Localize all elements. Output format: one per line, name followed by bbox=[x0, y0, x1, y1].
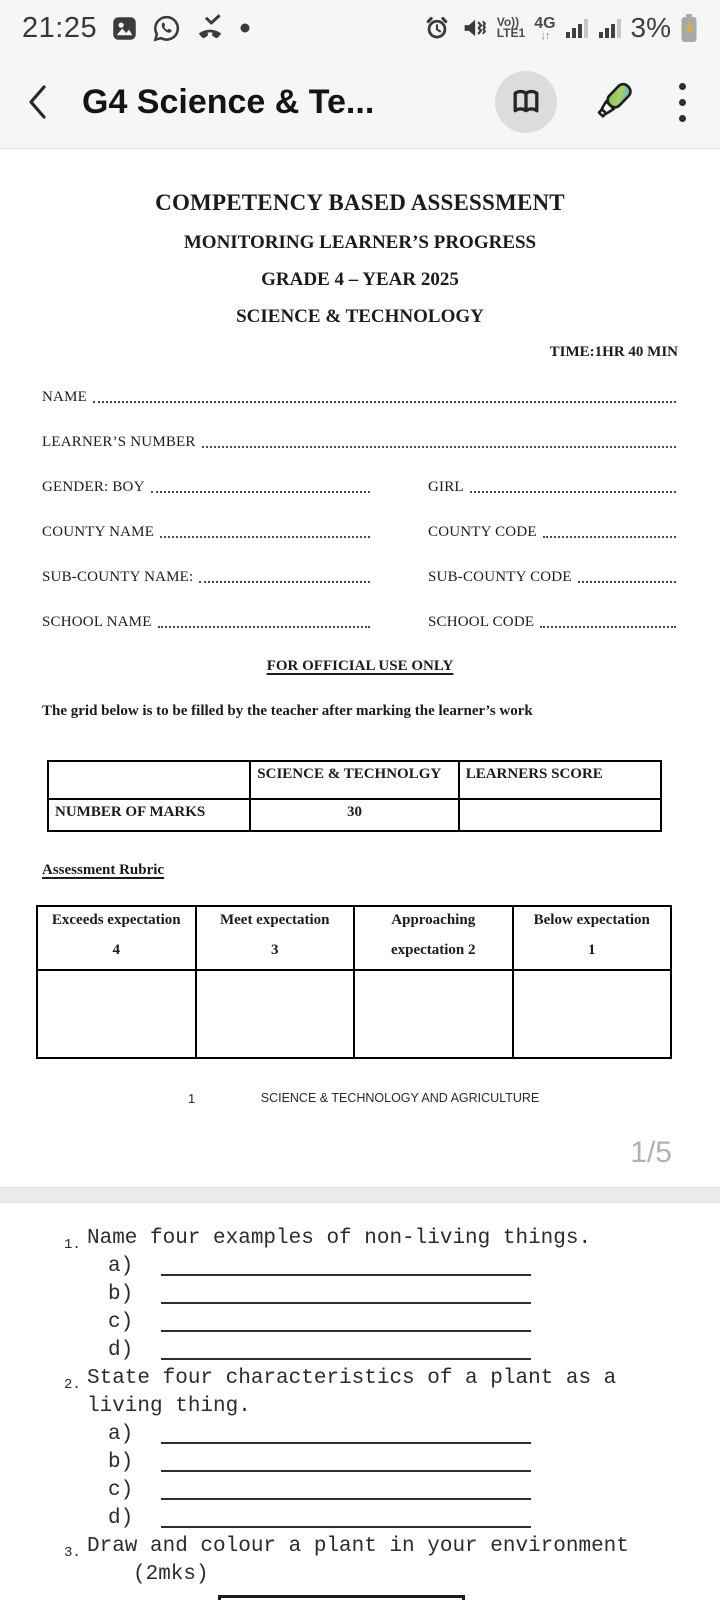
marks-header-empty bbox=[48, 761, 250, 799]
rubric-col-approaching: Approaching expectation 2 bbox=[354, 906, 513, 970]
annotate-pen-button[interactable] bbox=[587, 76, 639, 128]
question-3-number: 3. bbox=[64, 1545, 81, 1561]
answer-blank: c) bbox=[0, 1477, 720, 1505]
field-name: NAME bbox=[42, 389, 678, 406]
status-bar bbox=[0, 0, 720, 56]
volte-indicator: Vo)) LTE1 bbox=[496, 15, 526, 40]
question-2-text: State four characteristics of a plant as a living thing. bbox=[87, 1367, 617, 1418]
question-3-marks: (2mks) bbox=[133, 1563, 209, 1586]
marks-row-score-cell bbox=[459, 799, 661, 831]
marks-header-score: LEARNERS SCORE bbox=[459, 761, 661, 799]
rubric-table bbox=[36, 905, 672, 1059]
exam-subtitle-grade: GRADE 4 – YEAR 2025 bbox=[261, 269, 459, 290]
footer-subject: SCIENCE & TECHNOLOGY AND AGRICULTURE bbox=[260, 1091, 540, 1105]
question-3-text: Draw and colour a plant in your environment bbox=[87, 1535, 629, 1558]
marks-row-total: 30 bbox=[250, 799, 458, 831]
question-3 bbox=[0, 1533, 720, 1561]
question-1 bbox=[0, 1225, 720, 1253]
answer-line bbox=[161, 1526, 531, 1528]
kebab-dot bbox=[679, 83, 686, 90]
field-gender: GENDER: BOY GIRL bbox=[42, 479, 678, 496]
dotted-line bbox=[160, 536, 370, 538]
dotted-line bbox=[158, 626, 370, 628]
field-school: SCHOOL NAME SCHOOL CODE bbox=[42, 614, 678, 631]
field-subcounty: SUB-COUNTY NAME: SUB-COUNTY CODE bbox=[42, 569, 678, 586]
answer-blank: b) bbox=[0, 1449, 720, 1477]
rubric-empty-cell bbox=[196, 970, 355, 1058]
dotted-line bbox=[543, 536, 676, 538]
question-1-text: Name four examples of non-living things. bbox=[87, 1227, 592, 1250]
kebab-dot bbox=[679, 115, 686, 122]
notification-dot-icon bbox=[239, 22, 251, 34]
answer-blank: a) bbox=[0, 1421, 720, 1449]
dotted-line bbox=[578, 581, 676, 583]
kebab-dot bbox=[679, 99, 686, 106]
battery-percent: 3% bbox=[630, 12, 671, 43]
document-title: G4 Science & Te... bbox=[82, 82, 375, 121]
more-options-button[interactable] bbox=[669, 77, 696, 128]
network-4g-indicator: 4G ↓↑ bbox=[534, 14, 556, 42]
exam-subtitle-progress: MONITORING LEARNER’S PROGRESS bbox=[183, 232, 537, 253]
answer-line bbox=[161, 1358, 531, 1360]
reader-mode-button[interactable] bbox=[495, 71, 557, 133]
dotted-line bbox=[151, 491, 370, 493]
answer-line bbox=[161, 1498, 531, 1500]
answer-blank: c) bbox=[0, 1309, 720, 1337]
rubric-col-below: Below expectation 1 bbox=[513, 906, 672, 970]
battery-charging-icon bbox=[680, 13, 698, 43]
official-use-heading: FOR OFFICIAL USE ONLY bbox=[266, 658, 454, 674]
field-learner-number: LEARNER’S NUMBER bbox=[42, 434, 678, 451]
pdf-page-1[interactable] bbox=[0, 149, 720, 1107]
answer-blank: d) bbox=[0, 1505, 720, 1533]
rubric-col-exceeds: Exceeds expectation 4 bbox=[37, 906, 196, 970]
gallery-icon bbox=[111, 15, 138, 42]
question-1-number: 1. bbox=[64, 1237, 81, 1253]
page-separator bbox=[0, 1187, 720, 1203]
app-header bbox=[0, 56, 720, 149]
book-icon bbox=[508, 84, 544, 120]
footer-page-number: 1 bbox=[188, 1091, 196, 1106]
marks-row-label: NUMBER OF MARKS bbox=[48, 799, 250, 831]
answer-line bbox=[161, 1470, 531, 1472]
question-2-number: 2. bbox=[64, 1377, 81, 1393]
rubric-heading: Assessment Rubric bbox=[42, 862, 165, 878]
page1-footer bbox=[42, 1091, 678, 1107]
marks-header-subject: SCIENCE & TECHNOLGY bbox=[250, 761, 458, 799]
exam-subtitle-subject: SCIENCE & TECHNOLOGY bbox=[236, 306, 484, 327]
clock-time: 21:25 bbox=[22, 11, 98, 44]
dotted-line bbox=[93, 401, 676, 403]
dotted-line bbox=[199, 581, 370, 583]
answer-blank: b) bbox=[0, 1281, 720, 1309]
dotted-line bbox=[540, 626, 676, 628]
exam-title: COMPETENCY BASED ASSESSMENT bbox=[155, 190, 565, 215]
signal-icon-sim2 bbox=[598, 15, 622, 41]
answer-line bbox=[161, 1442, 531, 1444]
whatsapp-icon bbox=[152, 14, 181, 43]
time-limit: TIME:1HR 40 MIN bbox=[549, 344, 678, 360]
rubric-empty-cell bbox=[37, 970, 196, 1058]
drawing-box bbox=[218, 1595, 465, 1600]
rubric-empty-cell bbox=[354, 970, 513, 1058]
alarm-icon bbox=[423, 14, 451, 42]
marks-table bbox=[47, 760, 662, 832]
grid-note: The grid below is to be filled by the teacher after marking the learner’s work bbox=[42, 703, 533, 719]
answer-blank: a) bbox=[0, 1253, 720, 1281]
answer-line bbox=[161, 1330, 531, 1332]
dotted-line bbox=[470, 491, 676, 493]
vibrate-icon bbox=[460, 14, 488, 42]
dotted-line bbox=[202, 446, 676, 448]
pdf-page-2[interactable] bbox=[0, 1203, 720, 1600]
answer-blank: d) bbox=[0, 1337, 720, 1365]
answer-line bbox=[161, 1302, 531, 1304]
highlighter-pen-icon bbox=[587, 76, 639, 128]
missed-call-icon bbox=[195, 13, 225, 43]
rubric-empty-cell bbox=[513, 970, 672, 1058]
field-county: COUNTY NAME COUNTY CODE bbox=[42, 524, 678, 541]
signal-icon-sim1 bbox=[565, 15, 589, 41]
rubric-col-meets: Meet expectation 3 bbox=[196, 906, 355, 970]
answer-line bbox=[161, 1274, 531, 1276]
back-button[interactable] bbox=[24, 72, 68, 132]
question-2 bbox=[0, 1365, 720, 1421]
page-indicator: 1/5 bbox=[630, 1136, 672, 1169]
